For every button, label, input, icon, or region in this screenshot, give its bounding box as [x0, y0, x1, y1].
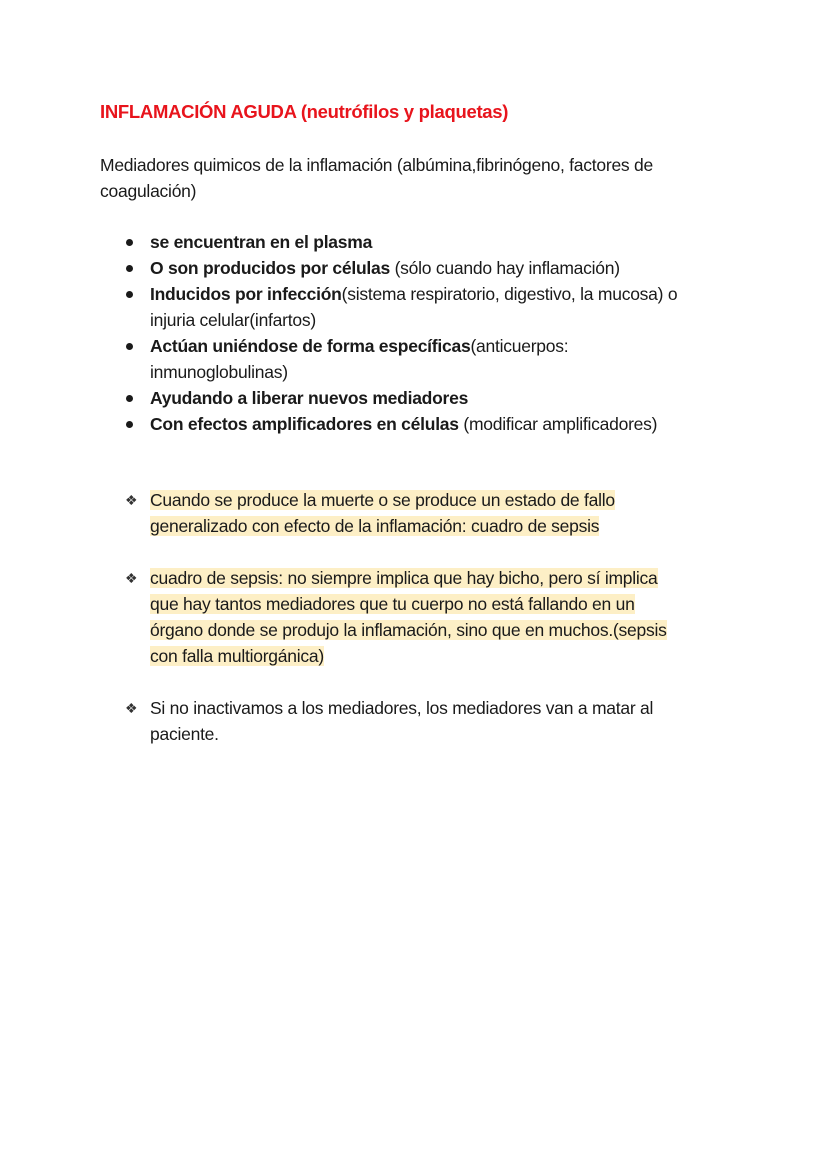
disc-bullet-icon: [126, 291, 133, 298]
list-item: [150, 411, 657, 437]
bold-text: Actúan uniéndose de forma específicas: [150, 336, 471, 356]
highlighted-note-line: con falla multiorgánica): [150, 646, 324, 666]
note-line: paciente.: [150, 724, 219, 744]
highlighted-note-line: cuadro de sepsis: no siempre implica que hay bicho, pero sí implica: [150, 568, 658, 588]
list-item-continuation: inmunoglobulinas): [150, 362, 288, 382]
bold-text: Inducidos por infección: [150, 284, 342, 304]
diamond-bullet-icon: ❖: [125, 492, 138, 508]
item-text: (anticuerpos:: [470, 336, 569, 356]
disc-bullet-icon: [126, 395, 133, 402]
note-line: Si no inactivamos a los mediadores, los mediadores van a matar al: [150, 698, 654, 718]
list-item: [150, 333, 568, 359]
intro-line: coagulación): [100, 181, 197, 201]
list-item: [150, 385, 468, 411]
bold-text: se encuentran en el plasma: [150, 232, 373, 252]
disc-bullet-icon: [126, 421, 133, 428]
disc-bullet-icon: [126, 343, 133, 350]
highlighted-note-line: generalizado con efecto de la inflamación: cuadro de sepsis: [150, 516, 600, 536]
highlighted-note-line: que hay tantos mediadores que tu cuerpo no está fallando en un: [150, 594, 635, 614]
bold-text: Con efectos amplificadores en células: [150, 414, 459, 434]
highlighted-note-line: órgano donde se produjo la inflamación, sino que en muchos.(sepsis: [150, 620, 667, 640]
list-item: [150, 229, 372, 255]
item-text: (sistema respiratorio, digestivo, la mucosa) o: [341, 284, 678, 304]
diamond-bullet-icon: ❖: [125, 700, 138, 716]
bold-text: O son producidos por células: [150, 258, 390, 278]
intro-line: Mediadores quimicos de la inflamación (albúmina,fibrinógeno, factores de: [100, 155, 654, 175]
page-title: INFLAMACIÓN AGUDA (neutrófilos y plaquetas): [100, 101, 509, 122]
item-text: (sólo cuando hay inflamación): [389, 258, 620, 278]
bold-text: Ayudando a liberar nuevos mediadores: [150, 388, 469, 408]
highlighted-note-line: Cuando se produce la muerte o se produce un estado de fallo: [150, 490, 615, 510]
list-item: [150, 281, 677, 307]
item-text: (modificar amplificadores): [458, 414, 658, 434]
diamond-bullet-icon: ❖: [125, 570, 138, 586]
disc-bullet-icon: [126, 265, 133, 272]
list-item: [150, 255, 620, 281]
disc-bullet-icon: [126, 239, 133, 246]
list-item-continuation: injuria celular(infartos): [150, 310, 316, 330]
